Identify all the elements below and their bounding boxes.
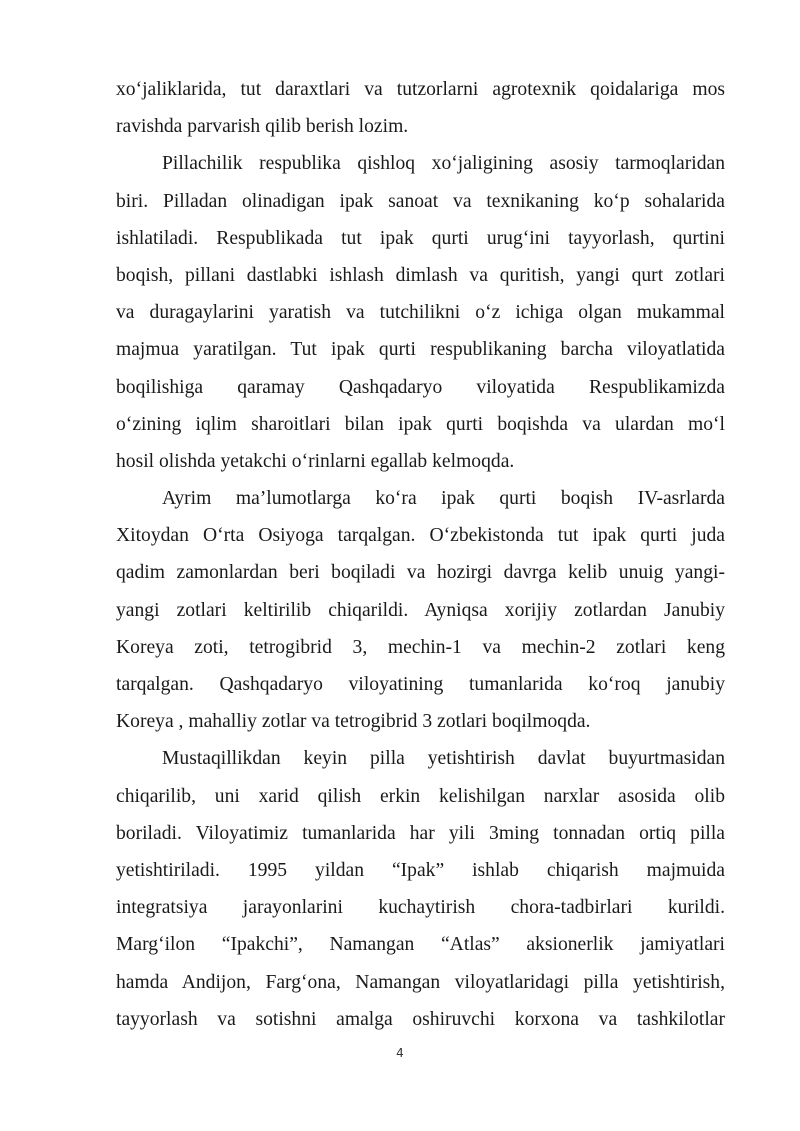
- text-line: integratsiya jarayonlarini kuchaytirish chora-tadbirlari kurildi.: [116, 897, 725, 919]
- paragraph-first-line: Pillachilik respublika qishloq xo‘jaligining asosiy tarmoqlaridan: [162, 153, 725, 175]
- text-line: ravishda parvarish qilib berish lozim.: [116, 116, 409, 138]
- page-number: 4: [396, 1046, 404, 1060]
- text-line: yetishtiriladi. 1995 yildan “Ipak” ishlab chiqarish majmuida: [116, 859, 725, 881]
- text-line: Koreya , mahalliy zotlar va tetrogibrid 3 zotlari boqilmoqda.: [116, 711, 591, 733]
- text-line: o‘zining iqlim sharoitlari bilan ipak qurti boqishda va ulardan mo‘l: [116, 413, 725, 435]
- text-line: majmua yaratilgan. Tut ipak qurti respublikaning barcha viloyatlatida: [116, 339, 725, 361]
- text-line: Koreya zoti, tetrogibrid 3, mechin-1 va mechin-2 zotlari keng: [116, 636, 725, 658]
- text-line: tarqalgan. Qashqadaryo viloyatining tumanlarida ko‘roq janubiy: [116, 674, 725, 695]
- text-line: Marg‘ilon “Ipakchi”, Namangan “Atlas” aksionerlik jamiyatlari: [116, 934, 725, 956]
- text-line: hamda Andijon, Farg‘ona, Namangan viloyatlaridagi pilla yetishtirish,: [116, 971, 725, 993]
- text-line: qadim zamonlardan beri boqiladi va hozirgi davrga kelib unuig yangi-: [116, 562, 725, 584]
- text-line: tayyorlash va sotishni amalga oshiruvchi korxona va tashkilotlar: [116, 1008, 725, 1030]
- paragraph-first-line: Mustaqillikdan keyin pilla yetishtirish davlat buyurtmasidan: [162, 748, 725, 770]
- paragraph-first-line: Ayrim ma’lumotlarga ko‘ra ipak qurti boqish IV-asrlarda: [162, 488, 725, 510]
- text-line: Xitoydan O‘rta Osiyoga tarqalgan. O‘zbekistonda tut ipak qurti juda: [116, 525, 725, 547]
- text-line: biri. Pilladan olinadigan ipak sanoat va texnikaning ko‘p sohalarida: [116, 190, 725, 212]
- text-line: boriladi. Viloyatimiz tumanlarida har yili 3ming tonnadan ortiq pilla: [116, 822, 725, 844]
- text-line: boqilishiga qaramay Qashqadaryo viloyatida Respublikamizda: [116, 376, 725, 398]
- text-line: va duragaylarini yaratish va tutchilikni o‘z ichiga olgan mukammal: [116, 302, 725, 324]
- text-line: ishlatiladi. Respublikada tut ipak qurti urug‘ini tayyorlash, qurtini: [116, 227, 725, 249]
- text-line: chiqarilib, uni xarid qilish erkin kelishilgan narxlar asosida olib: [116, 785, 725, 807]
- text-line: yangi zotlari keltirilib chiqarildi. Ayniqsa xorijiy zotlardan Janubiy: [116, 599, 725, 621]
- document-page: [116, 71, 725, 1038]
- text-line: boqish, pillani dastlabki ishlash dimlash va quritish, yangi qurt zotlari: [116, 264, 725, 286]
- text-line: hosil olishda yetakchi o‘rinlarni egallab kelmoqda.: [116, 450, 515, 472]
- text-line: xo‘jaliklarida, tut daraxtlari va tutzorlarni agrotexnik qoidalariga mos: [116, 79, 725, 100]
